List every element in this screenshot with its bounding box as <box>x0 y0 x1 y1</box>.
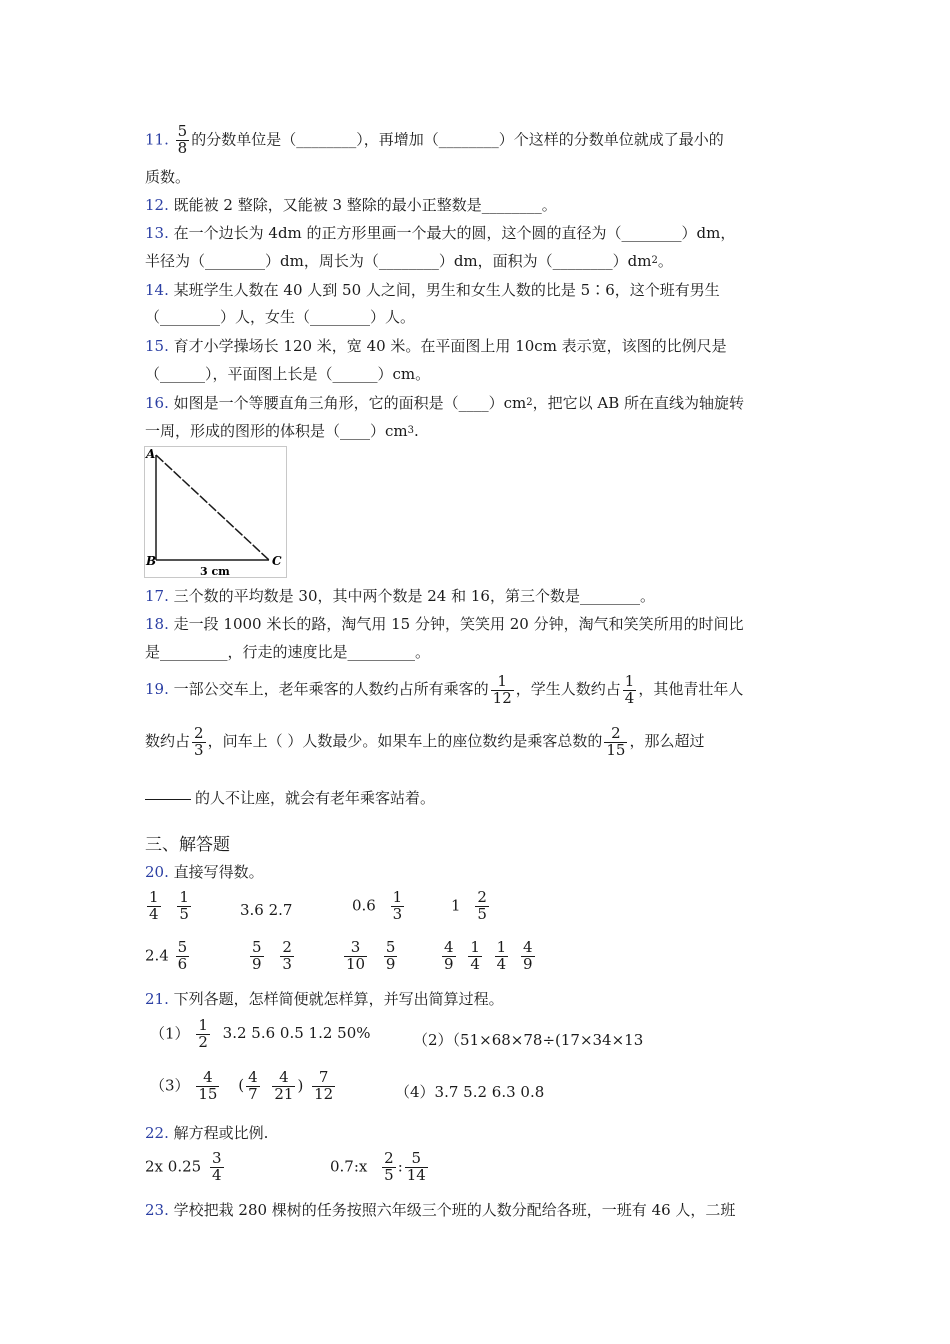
q13-number: 13. <box>145 224 169 242</box>
q14-text-a: 某班学生人数在 40 人到 50 人之间，男生和女生人数的比是 5∶6，这个班有男生 <box>173 281 720 299</box>
q15-line1 <box>145 336 727 356</box>
q21-line <box>145 989 504 1009</box>
q19-text-2: ，学生人数约占 <box>515 680 621 698</box>
numerator: 1 <box>496 938 507 956</box>
denominator: 7 <box>248 1084 258 1103</box>
fraction <box>382 1151 396 1184</box>
q12-number: 12. <box>145 196 169 214</box>
denominator: 2 <box>198 1032 208 1051</box>
q21-number: 21. <box>145 990 169 1008</box>
q19-line1 <box>145 670 743 708</box>
fraction <box>147 890 161 923</box>
numerator: 5 <box>405 1151 428 1168</box>
label-b: B <box>146 554 157 568</box>
fraction <box>176 940 190 973</box>
denominator: 12 <box>314 1084 334 1103</box>
q21-part1 <box>150 1018 371 1051</box>
q16-text-b: 一周，形成的图形的体积是（____）cm <box>145 422 408 440</box>
numerator: 5 <box>385 938 396 956</box>
q20-row1-item3 <box>352 890 406 923</box>
numerator: 1 <box>179 888 189 906</box>
triangle-figure <box>144 446 287 578</box>
q16-end: . <box>414 422 419 440</box>
numerator: 5 <box>252 938 262 956</box>
fraction <box>280 940 294 973</box>
denominator: 9 <box>444 954 454 973</box>
numerator: 1 <box>198 1016 208 1034</box>
denominator: 14 <box>406 1165 426 1184</box>
q19-text-6: ，那么超过 <box>629 732 705 750</box>
q13-line1 <box>145 223 735 243</box>
fraction <box>196 1018 210 1051</box>
label-a: A <box>146 447 156 461</box>
q20-row2-item1 <box>145 940 191 973</box>
text: 0.6 <box>352 896 376 915</box>
q19-blank-line <box>145 799 191 800</box>
denominator: 12 <box>492 688 512 707</box>
side-ac <box>156 455 269 560</box>
q21-text: 下列各题，怎样简便就怎样算，并写出简算过程。 <box>173 990 504 1008</box>
numerator: 1 <box>624 671 635 690</box>
q20-row2-item3 <box>342 940 399 973</box>
numerator: 3 <box>211 1149 222 1167</box>
q19-frac-3 <box>192 723 206 759</box>
q19-text-5: ，问车上（ ）人数最少。如果车上的座位数约是乘客总数的 <box>207 732 603 750</box>
q22-number: 22. <box>145 1124 169 1142</box>
q13-text-b: 半径为（________）dm，周长为（________）dm，面积为（________）dm <box>145 252 652 270</box>
fraction <box>210 1151 224 1184</box>
q19-line2 <box>145 722 704 760</box>
q18-text-a: 走一段 1000 米长的路，淘气用 15 分钟，笑笑用 20 分钟，淘气和笑笑所用的时间比 <box>173 615 744 633</box>
triangle-svg <box>145 447 286 577</box>
denominator: 4 <box>496 954 507 973</box>
denominator: 4 <box>149 904 159 923</box>
fraction <box>246 1070 260 1103</box>
q15-text-a: 育才小学操场长 120 米，宽 40 米。在平面图上用 10cm 表示宽，该图的比例尺是 <box>173 337 727 355</box>
denominator: 4 <box>624 688 635 707</box>
fraction <box>468 940 482 973</box>
q14-line1 <box>145 280 720 300</box>
denominator: 6 <box>177 954 188 973</box>
denominator: 15 <box>198 1084 218 1103</box>
numerator: 1 <box>470 938 480 956</box>
numerator: 5 <box>177 938 188 956</box>
fraction <box>250 940 264 973</box>
numerator: 2 <box>604 726 627 743</box>
q13-end: 。 <box>657 252 673 270</box>
q20-number: 20. <box>145 863 169 881</box>
q21-part3 <box>150 1070 337 1103</box>
q18-number: 18. <box>145 615 169 633</box>
fraction <box>384 940 398 973</box>
denominator: 9 <box>385 954 396 973</box>
fraction <box>442 940 456 973</box>
denominator: 3 <box>282 954 292 973</box>
paren: ( <box>238 1076 245 1095</box>
q14-number: 14. <box>145 281 169 299</box>
fraction <box>196 1070 219 1103</box>
q20-row2-item4 <box>440 940 537 973</box>
q20-row1-item2: 3.6 2.7 <box>240 901 293 919</box>
fraction <box>272 1070 295 1103</box>
colon: : <box>397 1157 403 1176</box>
fraction <box>405 1151 428 1184</box>
q11-text-a: 的分数单位是（________），再增加（________）个这样的分数单位就成了最小的 <box>191 130 724 149</box>
paren: ) <box>297 1076 304 1095</box>
q23-number: 23. <box>145 1201 169 1219</box>
q14-text-b: （________）人，女生（________）人。 <box>145 308 416 326</box>
q19-text-1: 一部公交车上，老年乘客的人数约占所有乘客的 <box>173 680 489 698</box>
q16-text-a: 如图是一个等腰直角三角形，它的面积是（____）cm <box>173 394 527 412</box>
q21-part4: （4）3.7 5.2 6.3 0.8 <box>395 1083 545 1101</box>
q13-line2 <box>145 251 673 271</box>
q20-line <box>145 862 264 882</box>
q18-text-b: 是_________，行走的速度比是_________。 <box>145 643 431 661</box>
q17-number: 17. <box>145 587 169 605</box>
numerator: 3 <box>344 940 367 957</box>
numerator: 4 <box>196 1070 219 1087</box>
q22-line <box>145 1123 268 1143</box>
denominator: 4 <box>470 954 480 973</box>
numerator: 2 <box>477 888 487 906</box>
fraction <box>521 940 535 973</box>
fraction <box>475 890 489 923</box>
q12-text: 既能被 2 整除，又能被 3 整除的最小正整数是________。 <box>173 196 557 214</box>
q19-frac-4 <box>604 723 627 759</box>
numerator: 4 <box>444 938 454 956</box>
q16-sup-a: 2 <box>526 397 533 408</box>
numerator: 7 <box>312 1070 335 1087</box>
fraction <box>391 890 405 923</box>
numerator: 4 <box>272 1070 295 1087</box>
label-length: 3 cm <box>200 565 230 577</box>
q20-text: 直接写得数。 <box>173 863 264 881</box>
denominator: 21 <box>274 1084 294 1103</box>
denominator: 9 <box>252 954 262 973</box>
label: （3） <box>150 1076 190 1095</box>
q11-line1 <box>145 124 724 157</box>
denominator: 4 <box>211 1165 222 1184</box>
fraction <box>312 1070 335 1103</box>
q12-line <box>145 195 557 215</box>
denominator: 9 <box>522 954 533 973</box>
fraction <box>177 890 191 923</box>
text: 3.2 5.6 0.5 1.2 50% <box>222 1024 371 1043</box>
numerator: 5 <box>177 122 188 140</box>
q20-row2-item2 <box>248 940 296 973</box>
numerator: 1 <box>491 674 514 691</box>
fraction <box>344 940 367 973</box>
q22-equation2 <box>330 1151 430 1184</box>
q11-text-b: 质数。 <box>145 168 191 186</box>
label-c: C <box>272 554 282 568</box>
denominator: 5 <box>384 1165 394 1184</box>
text: 1 <box>451 896 461 915</box>
q18-line1 <box>145 614 744 634</box>
q16-number: 16. <box>145 394 169 412</box>
q19-frac-2 <box>623 671 637 707</box>
q21-part2: （2）（51×68×78÷(17×34×13 <box>413 1031 644 1049</box>
q20-row1-item4 <box>451 890 491 923</box>
numerator: 4 <box>248 1068 258 1086</box>
denominator: 3 <box>194 740 204 759</box>
q23-line <box>145 1200 735 1220</box>
denominator: 15 <box>606 740 626 759</box>
q17-text: 三个数的平均数是 30，其中两个数是 24 和 16，第三个数是________。 <box>173 587 655 605</box>
q20-row1-item1 <box>145 890 193 923</box>
numerator: 1 <box>149 888 159 906</box>
q13-sup: 2 <box>651 255 658 266</box>
denominator: 3 <box>392 904 403 923</box>
q17-line <box>145 586 655 606</box>
q22-equation1 <box>145 1151 226 1184</box>
section-heading: 三、解答题 <box>145 835 230 855</box>
q19-frac-1 <box>491 671 514 707</box>
q13-text-a: 在一个边长为 4dm 的正方形里画一个最大的圆，这个圆的直径为（________）dm， <box>173 224 736 242</box>
q19-text-4: 数约占 <box>145 732 191 750</box>
q23-text: 学校把栽 280 棵树的任务按照六年级三个班的人数分配给各班，一班有 46 人，二班 <box>173 1201 736 1219</box>
numerator: 2 <box>384 1149 394 1167</box>
fraction <box>495 940 509 973</box>
text: 0.7:x <box>330 1157 368 1176</box>
denominator: 8 <box>177 138 188 157</box>
numerator: 2 <box>194 723 204 742</box>
q16-text-a2: ，把它以 AB 所在直线为轴旋转 <box>532 394 745 412</box>
label: （1） <box>150 1024 190 1043</box>
q11-number: 11. <box>145 130 169 149</box>
text: 2.4 <box>145 946 169 965</box>
numerator: 1 <box>392 888 403 906</box>
q16-line1 <box>145 393 744 413</box>
q11-fraction <box>176 124 190 157</box>
q16-sup-b: 3 <box>407 425 415 436</box>
q19-line3 <box>145 788 435 808</box>
q16-line2 <box>145 421 419 441</box>
denominator: 5 <box>477 904 487 923</box>
q22-text: 解方程或比例. <box>173 1124 269 1142</box>
q19-number: 19. <box>145 680 169 698</box>
q15-text-b: （______），平面图上长是（______）cm。 <box>145 365 431 383</box>
text: 2x 0.25 <box>145 1157 202 1176</box>
numerator: 4 <box>522 938 533 956</box>
q15-number: 15. <box>145 337 169 355</box>
denominator: 5 <box>179 904 189 923</box>
numerator: 2 <box>282 938 292 956</box>
denominator: 10 <box>346 954 366 973</box>
q19-text-3: ，其他青壮年人 <box>638 680 744 698</box>
q19-text-7: 的人不让座，就会有老年乘客站着。 <box>195 789 436 807</box>
